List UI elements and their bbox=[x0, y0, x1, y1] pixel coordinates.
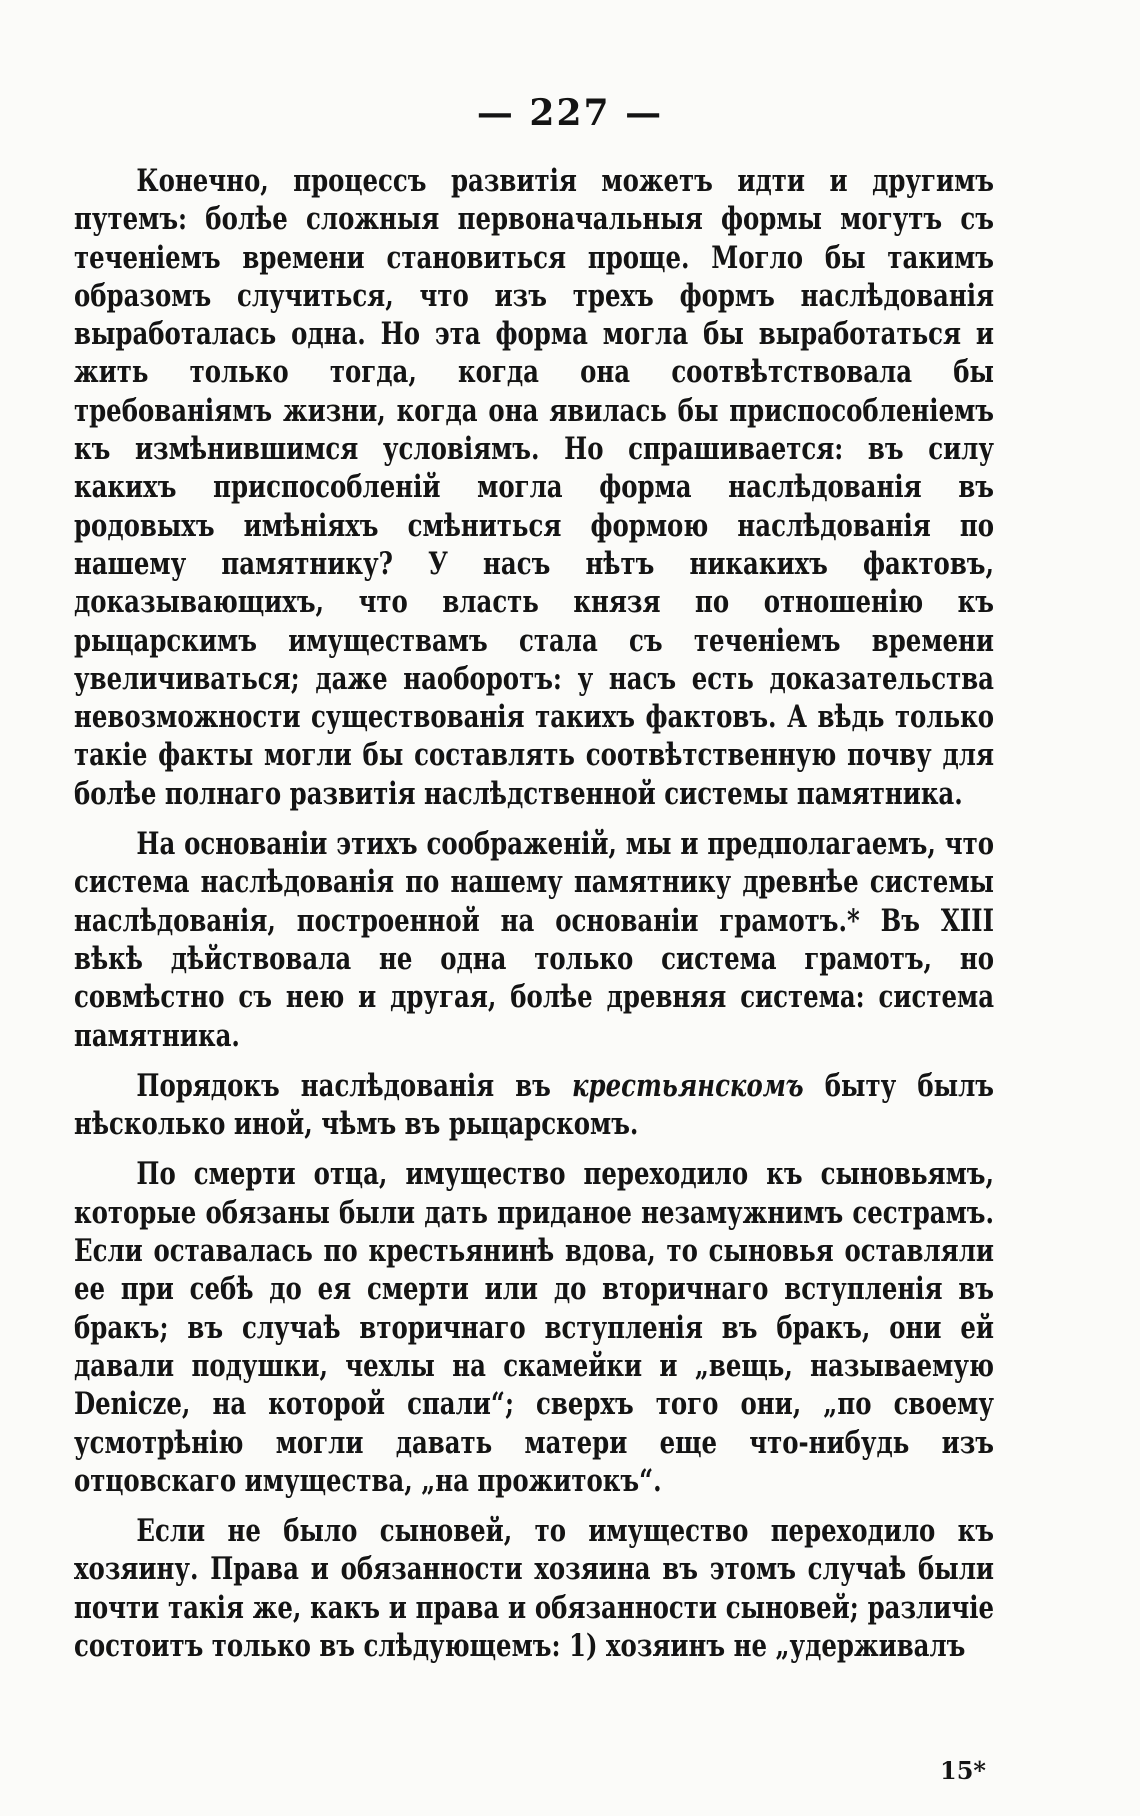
paragraph-3-start: Порядокъ наслѣдованія въ bbox=[136, 1067, 572, 1104]
paragraph-3-end: быту былъ нѣсколько иной, чѣмъ въ рыцарскомъ. bbox=[74, 1067, 994, 1143]
paragraph-2: На основаніи этихъ соображеній, мы и предполагаемъ, что система наслѣдованія по нашему памятнику древнѣе системы наслѣдованія, построенной на основаніи грамотъ.* Въ XIII вѣкѣ дѣйствовала не одна только система грамотъ, но совмѣстно съ нею и другая, болѣе древняя система: система памятника. bbox=[74, 826, 994, 1054]
paragraph-5: Если не было сыновей, то имущество переходило къ хозяину. Права и обязанности хозяина въ этомъ случаѣ были почти такія же, какъ и права и обязанности сыновей; различіе состоитъ только въ слѣдующемъ: 1) хозяинъ не „удерживалъ bbox=[74, 1513, 994, 1664]
body-text bbox=[74, 162, 994, 1677]
emphasized-word: крестьянскомъ bbox=[572, 1067, 804, 1104]
paragraph-4: По смерти отца, имущество переходило къ сыновьямъ, которые обязаны были дать приданое незамужнимъ сестрамъ. Если оставалась по крестьянинѣ вдова, то сыновья оставляли ее при себѣ до ея смерти или до вторичнаго вступленія въ бракъ; въ случаѣ вторичнаго вступленія въ бракъ, они ей давали подушки, чехлы на скамейки и „вещь, называемую Denicze, на которой спали“; сверхъ того они, „по своему усмотрѣнію могли давать матери еще что-нибудь изъ отцовскаго имущества, „на прожитокъ“. bbox=[74, 1156, 994, 1499]
page-number: — 227 — bbox=[476, 92, 664, 134]
signature-mark: 15* bbox=[940, 1756, 986, 1785]
paragraph-3 bbox=[74, 1067, 994, 1144]
paragraph-1: Конечно, процессъ развитія можетъ идти и другимъ путемъ: болѣе сложныя первоначальныя формы могутъ съ теченіемъ времени становиться проще. Могло бы такимъ образомъ случиться, что изъ трехъ формъ наслѣдованія выработалась одна. Но эта форма могла бы выработаться и жить только тогда, когда она соотвѣтствовала бы требованіямъ жизни, когда она явилась бы приспособленіемъ къ измѣнившимся условіямъ. Но спрашивается: въ силу какихъ приспособленій могла форма наслѣдованія въ родовыхъ имѣніяхъ смѣниться формою наслѣдованія по нашему памятнику? У насъ нѣтъ никакихъ фактовъ, доказывающихъ, что власть князя по отношенію къ рыцарскимъ имуществамъ стала съ теченіемъ времени увеличиваться; даже наоборотъ: у насъ есть доказательства невозможности существованія такихъ фактовъ. А вѣдь только такіе факты могли бы составлять соотвѣтственную почву для болѣе полнаго развитія наслѣдственной системы памятника. bbox=[74, 163, 994, 812]
